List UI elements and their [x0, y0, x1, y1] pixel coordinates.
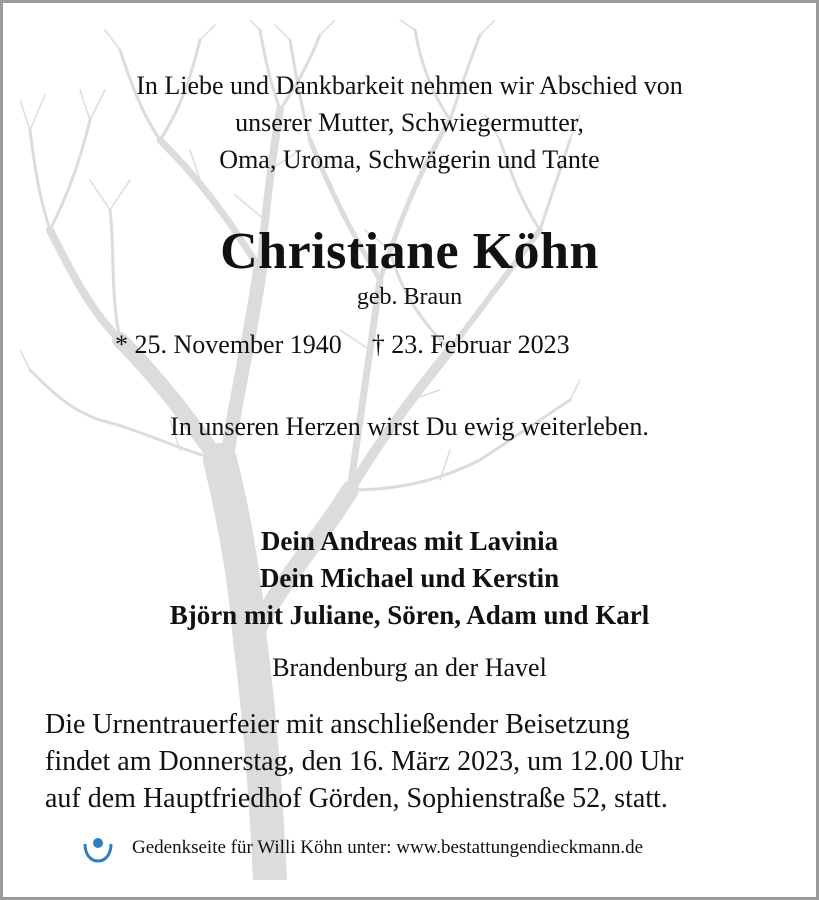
deceased-name: Christiane Köhn: [220, 223, 599, 280]
intro-text: [0, 67, 819, 178]
memorial-page-link[interactable]: Gedenkseite für Willi Köhn unter: www.bestattungendieckmann.de: [132, 837, 644, 858]
intro-line: In Liebe und Dankbarkeit nehmen wir Abschied von: [136, 71, 683, 100]
life-dates: [115, 330, 570, 360]
mourners-list: [0, 523, 819, 634]
birth-name: geb. Braun: [356, 284, 463, 310]
service-line: auf dem Hauptfriedhof Görden, Sophienstraße 52, statt.: [45, 783, 668, 814]
intro-line: Oma, Uroma, Schwägerin und Tante: [219, 145, 600, 174]
mourner-line: Dein Andreas mit Lavinia: [260, 526, 559, 556]
intro-line: unserer Mutter, Schwiegermutter,: [235, 108, 584, 137]
mourner-line: Dein Michael und Kerstin: [259, 563, 560, 593]
service-line: findet am Donnerstag, den 16. März 2023, um 12.00 Uhr: [45, 746, 684, 777]
memorial-logo-icon: [82, 833, 114, 863]
death-date: † 23. Februar 2023: [371, 330, 570, 359]
place-text: Brandenburg an der Havel: [272, 653, 547, 682]
service-details: [45, 706, 683, 817]
memorial-quote: In unseren Herzen wirst Du ewig weiterleben.: [170, 412, 649, 441]
mourner-line: Björn mit Juliane, Sören, Adam und Karl: [169, 600, 650, 630]
service-line: Die Urnentrauerfeier mit anschließender Beisetzung: [45, 709, 630, 740]
memorial-page-footer: [82, 833, 643, 863]
birth-date: * 25. November 1940: [115, 330, 342, 359]
